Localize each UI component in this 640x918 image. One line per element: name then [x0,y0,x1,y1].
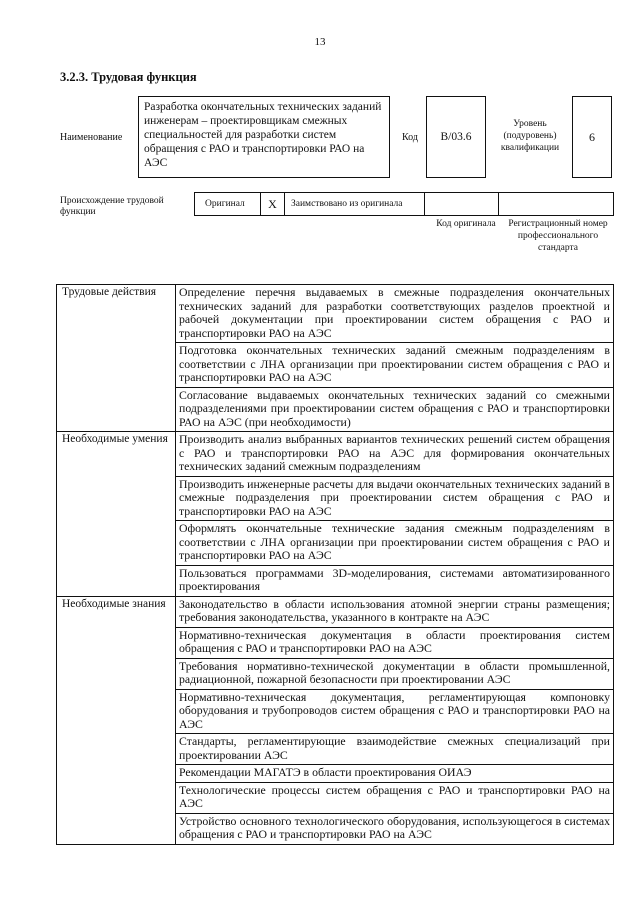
section-title: 3.2.3. Трудовая функция [60,70,197,84]
row-item: Пользоваться программами 3D-моделирования, системами автоматизированного проектирования [176,565,614,596]
row-item: Стандарты, регламентирующие взаимодействие смежных специализаций при проектировании АЭС [176,734,614,765]
reg-number-label: Регистрационный номер профессионального стандарта [508,219,608,253]
function-name: Разработка окончательных технических заданий инженерам – проектировщикам смежных специальностей для разработки систем обращения с РАО и транспортировки РАО на АЭС [138,96,390,178]
original-label: Оригинал [195,193,261,215]
page-number: 13 [314,36,326,48]
table-row [57,432,614,477]
row-item: Производить инженерные расчеты для выдачи окончательных технических заданий в смежные подразделения при проектировании систем обращения с РАО и транспортировки РАО на АЭС [176,476,614,521]
row-item: Технологические процессы систем обращения с РАО и транспортировки РАО на АЭС [176,782,614,813]
row-item: Согласование выдаваемых окончательных технических заданий со смежными подразделениями при проектировании систем обращения с РАО и транспортировки РАО на АЭС (при необходимости) [176,387,614,432]
row-item: Оформлять окончательные технические задания смежным подразделениям в соответствии с ЛНА организации при проектировании систем обращения с РАО и транспортировки РАО на АЭС [176,521,614,566]
row-item: Нормативно-техническая документация в области проектирования систем обращения с РАО и транспортировки РАО на АЭС [176,627,614,658]
row-item: Нормативно-техническая документация, регламентирующая компоновку оборудования и трубопроводов систем обращения с РАО и транспортировки РАО на АЭС [176,689,614,734]
code-original-label: Код оригинала [436,219,496,229]
row-item: Определение перечня выдаваемых в смежные подразделения окончательных технических заданий для разработки соответствующих разделов проектной и рабочей документации при проектировании систем обращения с РАО и транспортировки РАО на АЭС [176,285,614,343]
origin-row [194,192,614,216]
code-original-cell [425,193,499,215]
row-item: Производить анализ выбранных вариантов технических решений систем обращения с РАО и транспортировки РАО на АЭС для формирования окончательных технических заданий смежным подразделениям [176,432,614,477]
table-row [57,285,614,343]
row-category: Необходимые умения [57,432,176,597]
function-table [56,284,614,845]
level-label: Уровень (подуровень) квалификации [500,119,560,153]
row-item: Законодательство в области использования атомной энергии страны размещения; требования законодательства, указанного в контракте на АЭС [176,596,614,627]
original-mark: X [261,193,285,215]
qualification-level: 6 [572,96,612,178]
row-item: Рекомендации МАГАТЭ в области проектирования ОИАЭ [176,765,614,783]
origin-label: Происхождение трудовой функции [60,196,164,217]
name-label: Наименование [60,132,123,143]
row-category: Необходимые знания [57,596,176,844]
row-item: Подготовка окончательных технических заданий смежным подразделениям в соответствии с ЛНА организации при проектировании систем обращения с РАО и транспортировки РАО на АЭС [176,343,614,388]
row-item: Устройство основного технологического оборудования, использующегося в системах обращения с РАО и транспортировки РАО на АЭС [176,813,614,844]
function-code: B/03.6 [426,96,486,178]
table-row [57,596,614,627]
code-label: Код [402,132,418,143]
row-category: Трудовые действия [57,285,176,432]
borrowed-label: Заимствовано из оригинала [285,193,425,215]
reg-number-cell [499,193,613,215]
row-item: Требования нормативно-технической документации в области промышленной, радиационной, пожарной безопасности при проектировании АЭС [176,658,614,689]
